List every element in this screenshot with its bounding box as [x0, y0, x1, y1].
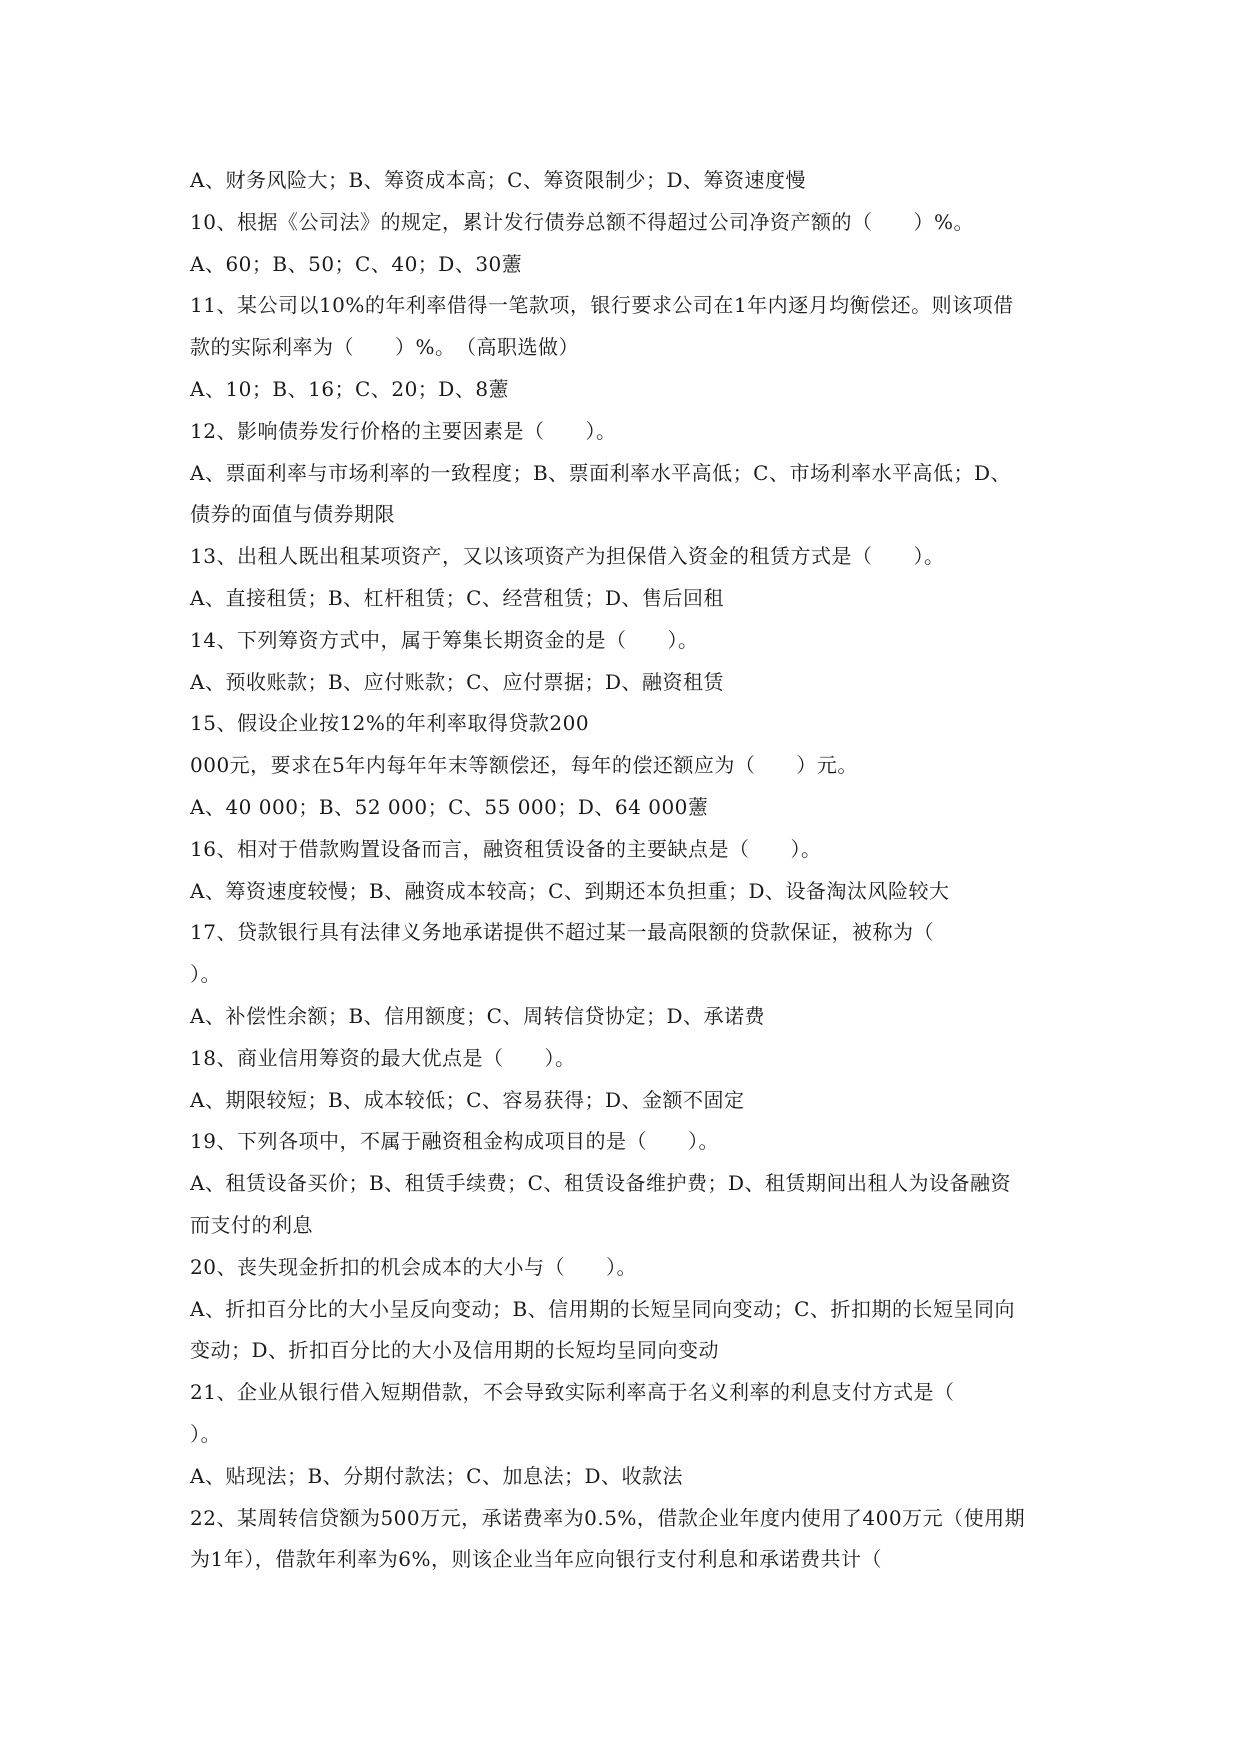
question-line: 16、相对于借款购置设备而言，融资租赁设备的主要缺点是（ ）。	[190, 836, 822, 861]
question-line: 21、企业从银行借入短期借款，不会导致实际利率高于名义利率的利息支付方式是（	[190, 1380, 955, 1405]
option-line: A、租赁设备买价；B、租赁手续费；C、租赁设备维护费；D、租赁期间出租人为设备融资	[190, 1171, 1011, 1196]
question-line: 12、影响债券发行价格的主要因素是（ ）。	[190, 418, 617, 443]
question-line: 000元，要求在5年内每年年末等额偿还，每年的偿还额应为（ ）元。	[190, 753, 858, 778]
option-line: A、贴现法；B、分期付款法；C、加息法；D、收款法	[190, 1463, 683, 1488]
question-line: ）。	[190, 1421, 221, 1446]
option-line: A、直接租赁；B、杠杆租赁；C、经营租赁；D、售后回租	[190, 585, 724, 610]
option-line: A、60；B、50；C、40；D、30藼	[190, 251, 523, 276]
question-line: 款的实际利率为（ ）%。 （高职选做）	[190, 335, 580, 360]
option-line: A、筹资速度较慢；B、融资成本较高；C、到期还本负担重；D、设备淘汰风险较大	[190, 878, 950, 903]
option-line: A、票面利率与市场利率的一致程度；B、票面利率水平高低；C、市场利率水平高低；D、	[190, 460, 1011, 485]
question-line: 18、商业信用筹资的最大优点是（ ）。	[190, 1045, 576, 1070]
question-line: 为1年），借款年利率为6%，则该企业当年应向银行支付利息和承诺费共计（	[190, 1547, 882, 1572]
option-line: A、补偿性余额；B、信用额度；C、周转信贷协定；D、承诺费	[190, 1003, 765, 1028]
option-line: A、10；B、16；C、20；D、8藼	[190, 376, 510, 401]
option-line: 而支付的利息	[190, 1212, 313, 1237]
option-line: A、折扣百分比的大小呈反向变动；B、信用期的长短呈同向变动；C、折扣期的长短呈同向	[190, 1296, 1015, 1321]
question-line: 14、下列筹资方式中，属于筹集长期资金的是（ ）。	[190, 627, 699, 652]
question-line: 20、丧失现金折扣的机会成本的大小与（ ）。	[190, 1254, 637, 1279]
question-line: 22、某周转信贷额为500万元，承诺费率为0.5%，借款企业年度内使用了400万元（使用期	[190, 1505, 1026, 1530]
question-line: 17、贷款银行具有法律义务地承诺提供不超过某一最高限额的贷款保证，被称为（	[190, 920, 934, 945]
option-line: 变动；D、折扣百分比的大小及信用期的长短均呈同向变动	[190, 1338, 720, 1363]
question-line: 19、下列各项中，不属于融资租金构成项目的是（ ）。	[190, 1129, 719, 1154]
question-line: ）。	[190, 962, 221, 987]
option-line: A、40 000；B、52 000；C、55 000；D、64 000藼	[190, 794, 709, 819]
document-body	[190, 160, 1070, 1581]
question-line: 11、某公司以10%的年利率借得一笔款项，银行要求公司在1年内逐月均衡偿还。则该项借	[190, 293, 1014, 318]
option-line: A、预收账款；B、应付账款；C、应付票据；D、融资租赁	[190, 669, 724, 694]
question-line: 13、出租人既出租某项资产，又以该项资产为担保借入资金的租赁方式是（ ）。	[190, 544, 945, 569]
question-line: 15、假设企业按12%的年利率取得贷款200	[190, 711, 590, 736]
option-line: 债券的面值与债券期限	[190, 502, 395, 527]
question-line: 10、根据《公司法》的规定，累计发行债券总额不得超过公司净资产额的（ ）%。	[190, 209, 974, 234]
option-line: A、财务风险大；B、筹资成本高；C、筹资限制少；D、筹资速度慢	[190, 168, 806, 192]
option-line: A、期限较短；B、成本较低；C、容易获得；D、金额不固定	[190, 1087, 745, 1112]
